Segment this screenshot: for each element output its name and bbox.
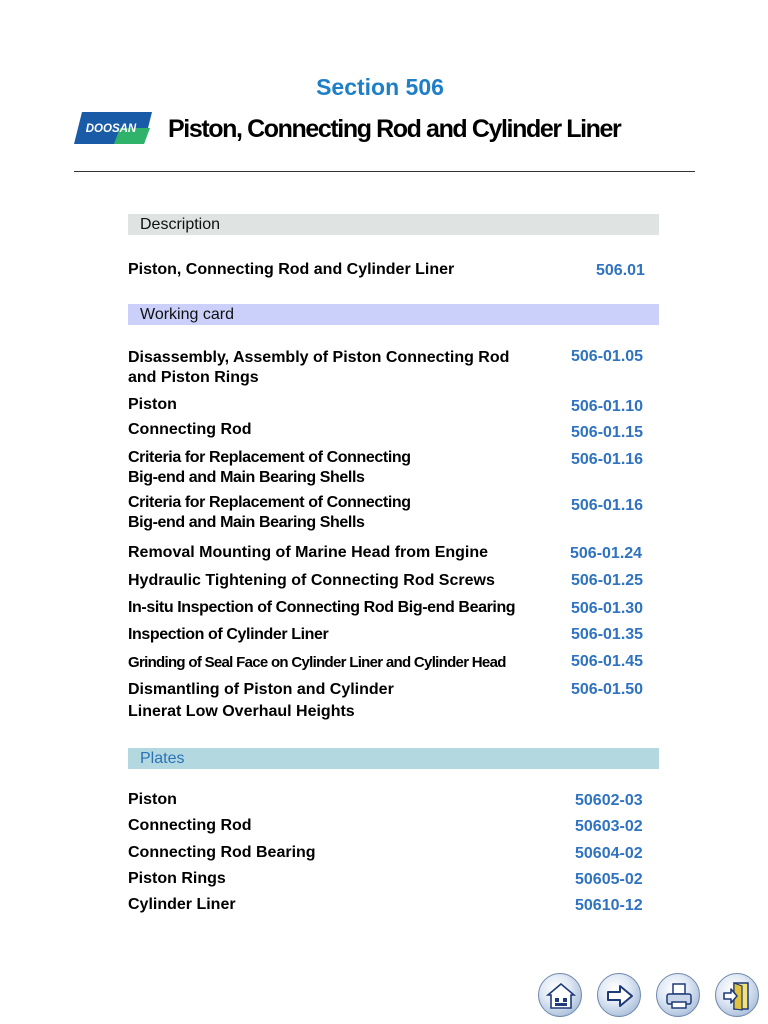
working-card-item[interactable] — [128, 493, 568, 533]
working-card-item[interactable]: Inspection of Cylinder Liner — [128, 626, 329, 643]
working-card-item[interactable]: Hydraulic Tightening of Connecting Rod Screws — [128, 572, 495, 589]
item-code[interactable]: 506-01.45 — [571, 653, 644, 670]
logo-text: DOOSAN — [85, 123, 137, 135]
print-icon — [663, 980, 695, 1012]
plate-code[interactable]: 50603-02 — [575, 818, 643, 835]
working-card-item[interactable]: In-situ Inspection of Connecting Rod Big-end Bearing — [128, 599, 516, 616]
description-item-code[interactable]: 506.01 — [596, 262, 645, 279]
working-card-item[interactable] — [128, 348, 573, 388]
item-code[interactable]: 506-01.25 — [571, 572, 644, 589]
plate-item[interactable]: Connecting Rod — [128, 817, 252, 834]
working-card-item[interactable]: Grinding of Seal Face on Cylinder Liner and Cylinder Head — [128, 654, 506, 671]
item-line: Linerat Low Overhaul Heights — [128, 703, 355, 720]
item-code[interactable]: 506-01.35 — [571, 626, 644, 643]
item-line: and Piston Rings — [128, 369, 259, 386]
item-code[interactable]: 506-01.05 — [571, 348, 644, 365]
item-line: Disassembly, Assembly of Piston Connecting Rod — [128, 349, 510, 366]
plate-code[interactable]: 50602-03 — [575, 792, 643, 809]
home-button[interactable] — [538, 973, 582, 1017]
working-card-item[interactable] — [128, 679, 568, 723]
home-icon — [545, 980, 577, 1012]
item-code[interactable]: 506-01.16 — [571, 497, 644, 514]
plate-code[interactable]: 50605-02 — [575, 871, 643, 888]
plate-item[interactable]: Cylinder Liner — [128, 896, 236, 913]
plate-code[interactable]: 50610-12 — [575, 897, 643, 914]
plate-code[interactable]: 50604-02 — [575, 845, 643, 862]
doosan-logo — [74, 110, 152, 146]
next-button[interactable] — [597, 973, 641, 1017]
item-line: Big-end and Main Bearing Shells — [128, 469, 365, 486]
item-line: Criteria for Replacement of Connecting — [128, 449, 411, 466]
plate-item[interactable]: Connecting Rod Bearing — [128, 844, 316, 861]
page-title: Piston, Connecting Rod and Cylinder Liner — [168, 115, 621, 143]
section-number: Section 506 — [316, 74, 444, 100]
plate-item[interactable]: Piston Rings — [128, 870, 226, 887]
working-card-item[interactable]: Connecting Rod — [128, 421, 252, 438]
item-line: Big-end and Main Bearing Shells — [128, 514, 365, 531]
print-button[interactable] — [656, 973, 700, 1017]
item-line: Criteria for Replacement of Connecting — [128, 494, 411, 511]
working-card-item[interactable]: Piston — [128, 396, 177, 413]
working-card-header: Working card — [128, 304, 659, 325]
item-code[interactable]: 506-01.10 — [571, 398, 644, 415]
item-line: Dismantling of Piston and Cylinder — [128, 681, 394, 698]
next-arrow-icon — [604, 980, 636, 1012]
header-divider — [74, 171, 695, 172]
item-code[interactable]: 506-01.30 — [571, 600, 644, 617]
working-card-item[interactable] — [128, 448, 568, 488]
description-header: Description — [128, 214, 659, 235]
item-code[interactable]: 506-01.15 — [571, 424, 644, 441]
exit-icon — [722, 980, 754, 1012]
plates-header: Plates — [128, 748, 659, 769]
item-code[interactable]: 506-01.16 — [571, 451, 644, 468]
working-card-item[interactable]: Removal Mounting of Marine Head from Engine — [128, 544, 489, 561]
description-item[interactable]: Piston, Connecting Rod and Cylinder Liner — [128, 261, 455, 278]
exit-button[interactable] — [715, 973, 759, 1017]
plate-item[interactable]: Piston — [128, 791, 177, 808]
item-code[interactable]: 506-01.24 — [570, 545, 643, 562]
item-code[interactable]: 506-01.50 — [571, 681, 644, 698]
